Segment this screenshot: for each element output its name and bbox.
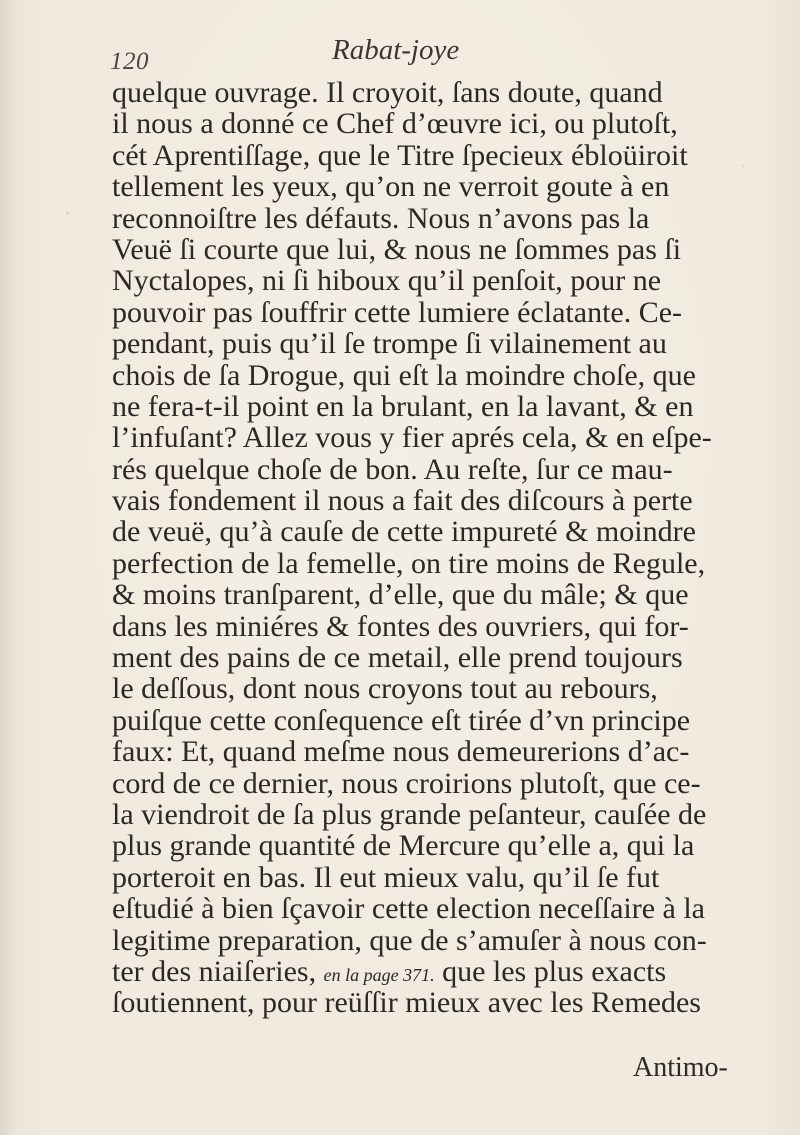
text-line: faux: Et, quand meſme nous demeurerions d’ac-	[112, 735, 690, 769]
text-line: de veuë, qu’à cauſe de cette impureté & moindre	[112, 515, 696, 549]
text-line-with-reference	[112, 956, 752, 987]
text-line: cét Aprentiſſage, que le Titre ſpecieux ébloüiroit	[112, 138, 688, 172]
text-line: la viendroit de ſa plus grande peſanteur, cauſée de	[112, 797, 707, 831]
text-line: ſoutiennent, pour reüſſir mieux avec les Remedes	[112, 986, 701, 1020]
text-line: pendant, puis qu’il ſe trompe ſi vilainement au	[112, 327, 667, 361]
text-line: tellement les yeux, qu’on ne verroit goute à en	[112, 170, 670, 204]
text-line: legitime preparation, que de s’amuſer à nous con-	[112, 923, 707, 957]
text-line: dans les miniéres & fontes des ouvriers, qui for-	[112, 609, 689, 643]
paper-speck	[66, 212, 69, 215]
text-line: ne fera-t-il point en la brulant, en la lavant, & en	[112, 389, 694, 423]
text-line: vais fondement il nous a fait des diſcours à perte	[112, 484, 693, 518]
text-line: ment des pains de ce metail, elle prend toujours	[112, 641, 683, 675]
page-edge-shadow	[0, 0, 18, 1135]
text-line: le deſſous, dont nous croyons tout au rebours,	[112, 672, 658, 706]
text-line: & moins tranſparent, d’elle, que du mâle; & que	[112, 578, 689, 612]
text-line: Nyctalopes, ni ſi hiboux qu’il penſoit, pour ne	[112, 264, 662, 298]
page-reference: en la page 371.	[323, 964, 435, 985]
text-line: chois de ſa Drogue, qui eſt la moindre choſe, que	[112, 358, 696, 392]
text-line: perfection de la femelle, on tire moins de Regule,	[112, 546, 706, 580]
text-line: l’infuſant? Allez vous y fier aprés cela, & en eſpe-	[112, 421, 712, 455]
text-line: il nous a donné ce Chef d’œuvre ici, ou plutoſt,	[112, 107, 678, 141]
text-line: reconnoiſtre les défauts. Nous n’avons pas la	[112, 201, 650, 235]
text-line: pouvoir pas ſouffrir cette lumiere éclatante. Ce-	[112, 295, 683, 329]
text-line: quelque ouvrage. Il croyoit, ſans doute, quand	[112, 76, 663, 109]
text-fragment: ter des niaiſeries,	[112, 954, 317, 988]
text-line: porteroit en bas. Il eut mieux valu, qu’il ſe fut	[112, 860, 660, 894]
text-fragment: que les plus exacts	[442, 954, 667, 988]
text-line: rés quelque choſe de bon. Au reſte, ſur ce mau-	[112, 452, 673, 486]
text-line: Veuë ſi courte que lui, & nous ne ſommes pas ſi	[112, 232, 682, 266]
running-title: Rabat-joye	[332, 34, 460, 66]
text-line: cord de ce dernier, nous croirions plutoſt, que ce-	[112, 766, 701, 800]
text-line: puiſque cette conſequence eſt tirée d’vn principe	[112, 703, 691, 737]
text-line: plus grande quantité de Mercure qu’elle a, qui la	[112, 829, 695, 863]
catchword: Antimo-	[633, 1052, 728, 1083]
body-text	[112, 77, 752, 1019]
page-number: 120	[110, 48, 149, 75]
text-line: eſtudié à bien ſçavoir cette election neceſſaire à la	[112, 892, 705, 926]
paper-speck	[154, 1103, 156, 1105]
